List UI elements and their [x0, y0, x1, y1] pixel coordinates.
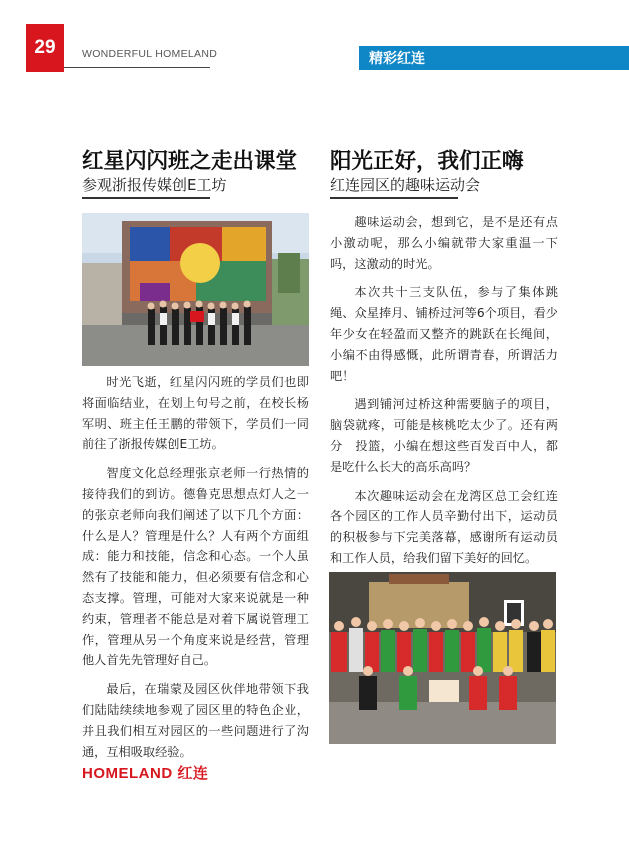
right-paragraph: 本次趣味运动会在龙湾区总工会红连各个园区的工作人员辛勤付出下，运动员的积极参与下完美落幕，感谢所有运动员和工作人员，给我们留下美好的回忆。	[330, 488, 558, 565]
footer-brand-logo: HOMELAND 红连	[82, 765, 209, 782]
magazine-name: WONDERFUL HOMELAND	[82, 48, 218, 60]
gallery-building-photo	[82, 213, 309, 366]
section-label: 精彩红连	[369, 51, 425, 67]
team-group-photo	[329, 572, 556, 744]
left-article-subtitle: 参观浙报传媒创E工坊	[82, 176, 227, 194]
left-article-title: 红星闪闪班之走出课堂	[82, 149, 298, 174]
right-article-title: 阳光正好，我们正嗨	[330, 149, 524, 174]
right-paragraph: 本次共十三支队伍，参与了集体跳绳、众星捧月、铺桥过河等6个项目，看少年少女在轻盈而又整齐的跳跃在长绳间，小编不由得感慨，此所谓青春，所谓活力吧！	[330, 285, 558, 383]
left-paragraph: 时光飞逝，红星闪闪班的学员们也即将面临结业，在划上句号之前，在校长杨军明、班主任王鹏的带领下，学员们一同前往了浙报传媒创E工坊。	[82, 375, 309, 452]
page-number: 29	[26, 24, 64, 72]
right-article-subtitle: 红连园区的趣味运动会	[330, 176, 481, 194]
right-title-underline	[330, 197, 458, 199]
header-divider	[64, 67, 210, 68]
left-article-body	[82, 372, 309, 770]
left-paragraph: 最后，在瑞蒙及园区伙伴地带领下我们陆陆续续地参观了园区里的特色企业，并且我们相互对园区的一些问题进行了沟通，互相吸取经验。	[82, 682, 309, 759]
right-paragraph: 趣味运动会，想到它，是不是还有点小激动呢，那么小编就带大家重温一下吗，这激动的时光。	[330, 215, 558, 271]
right-article-body	[330, 212, 558, 577]
left-paragraph: 智度文化总经理张京老师一行热情的接待我们的到访。德鲁克思想点灯人之一的张京老师向我们阐述了以下几个方面：什么是人？管理是什么？人有两个方面组成：能力和技能，信念和心态。一个人虽然有了技能和能力，但必须要有信念和心态支撑。管理，可能对大家来说就是一种约束，管理者不能总是对着下属说管理工作，管理从另一个角度来说是经营，管理他人首先先管理好自己。	[82, 466, 309, 668]
left-title-underline	[82, 197, 210, 199]
right-paragraph: 遇到铺河过桥这种需要脑子的项目，脑袋就疼，可能是核桃吃太少了。还有两分 投篮，小编在想这些百发百中人，都是吃什么长大的高乐高吗？	[330, 397, 558, 474]
